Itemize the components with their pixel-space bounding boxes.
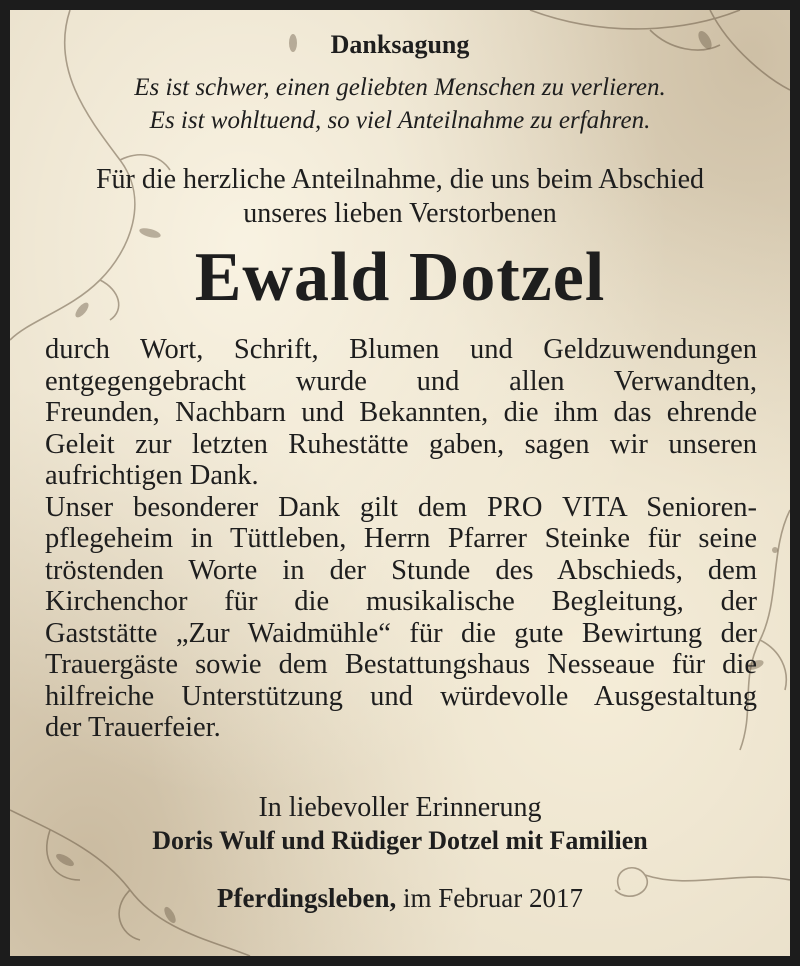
notice-heading: Danksagung [330, 30, 470, 59]
body-line: durch Wort, Schrift, Blumen und Geldzuwendungen [45, 334, 757, 365]
body-line: Kirchenchor für die musikalische Begleitung, der [45, 586, 757, 617]
signers: Doris Wulf und Rüdiger Dotzel mit Familien [152, 826, 648, 855]
date: im Februar 2017 [396, 883, 583, 913]
intro-line-2: unseres lieben Verstorbenen [243, 198, 557, 229]
body-line: Unser besonderer Dank gilt dem PRO VITA Senioren- [45, 491, 757, 523]
quote-line-1: Es ist schwer, einen geliebten Menschen zu verlieren. [134, 74, 666, 101]
body-line: Geleit zur letzten Ruhestätte gaben, sagen wir unseren [45, 428, 757, 460]
body-line: der Trauerfeier. [45, 712, 221, 743]
body-line: tröstenden Worte in der Stunde des Abschieds, dem [45, 554, 757, 586]
deceased-name: Ewald Dotzel [194, 239, 606, 316]
body-line: Gaststätte „Zur Waidmühle“ für die gute Bewirtung der [45, 617, 757, 649]
closing-phrase: In liebevoller Erinnerung [258, 792, 542, 823]
thank-you-body [45, 334, 757, 744]
body-line: aufrichtigen Dank. [45, 460, 259, 491]
intro-line-1: Für die herzliche Anteilnahme, die uns beim Abschied [95, 164, 705, 195]
body-line: Trauergäste sowie dem Bestattungshaus Nesseaue für die [45, 649, 757, 680]
body-line: Freunden, Nachbarn und Bekannten, die ihm das ehrende [45, 397, 757, 428]
body-line: entgegengebracht wurde und allen Verwandten, [45, 365, 757, 397]
body-line: hilfreiche Unterstützung und würdevolle Ausgestaltung [45, 680, 757, 712]
place-date [10, 883, 790, 914]
quote-line-2: Es ist wohltuend, so viel Anteilnahme zu erfahren. [149, 107, 651, 134]
body-line: pflegeheim in Tüttleben, Herrn Pfarrer Steinke für seine [45, 523, 757, 554]
place: Pferdingsleben, [217, 883, 397, 913]
